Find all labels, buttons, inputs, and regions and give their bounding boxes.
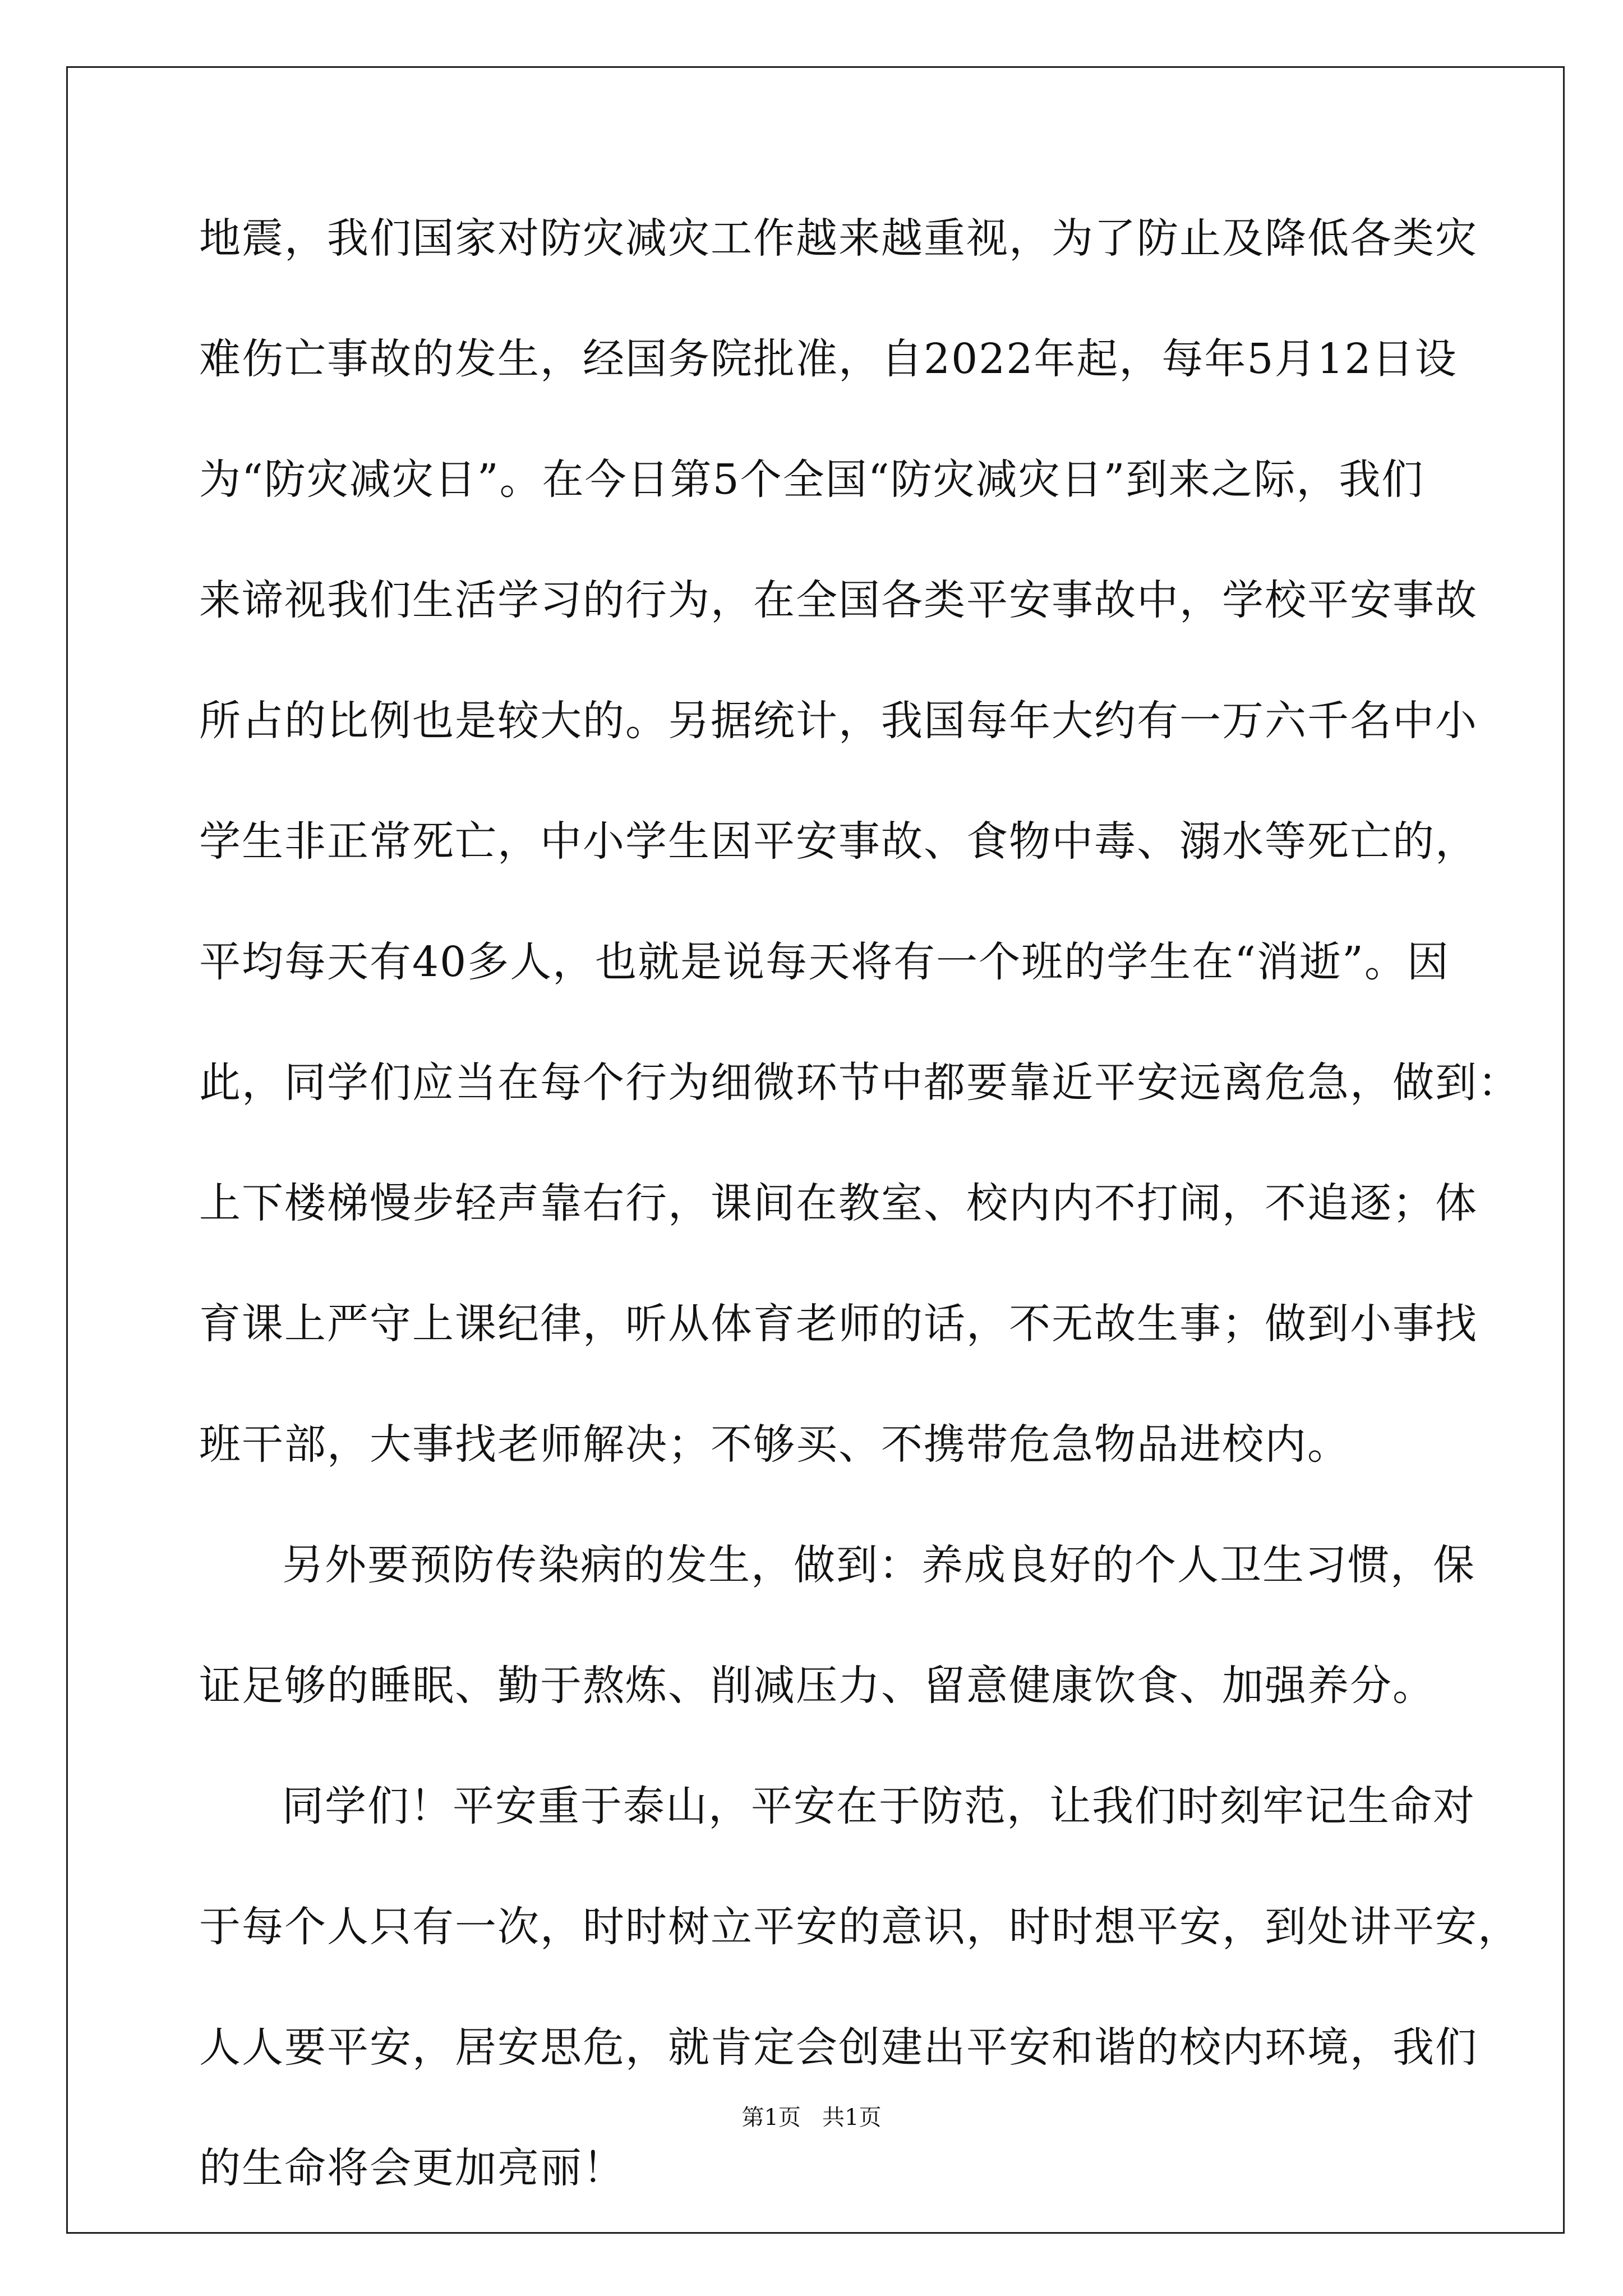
paragraph-3-line-2: 于每个人只有一次，时时树立平安的意识，时时想平安，到处讲平安， [199, 1903, 1520, 1951]
paragraph-1-line-1: 地震，我们国家对防灾减灾工作越来越重视，为了防止及降低各类灾 [199, 214, 1478, 263]
paragraph-1-line-11: 班干部，大事找老师解决；不够买、不携带危急物品进校内。 [199, 1420, 1350, 1469]
paragraph-1-line-7: 平均每天有40多人，也就是说每天将有一个班的学生在“消逝”。因 [199, 938, 1450, 986]
paragraph-3-line-3: 人人要平安，居安思危，就肯定会创建出平安和谐的校内环境，我们 [199, 2023, 1478, 2072]
paragraph-1-line-9: 上下楼梯慢步轻声靠右行，课间在教室、校内内不打闹，不追逐；体 [199, 1179, 1478, 1227]
paragraph-1-line-10: 育课上严守上课纪律，听从体育老师的话，不无故生事；做到小事找 [199, 1300, 1478, 1348]
paragraph-3-line-1: 同学们！平安重于泰山，平安在于防范，让我们时刻牢记生命对 [282, 1782, 1476, 1830]
document-body [199, 214, 1520, 2268]
paragraph-3-line-4: 的生命将会更加亮丽！ [199, 2144, 625, 2192]
paragraph-2-line-1: 另外要预防传染病的发生，做到：养成良好的个人卫生习惯，保 [282, 1541, 1476, 1589]
page-number-footer: 第1页 共1页 [741, 2105, 882, 2131]
paragraph-1-line-3: 为“防灾减灾日”。在今日第5个全国“防灾减灾日”到来之际，我们 [199, 455, 1424, 504]
paragraph-1-line-5: 所占的比例也是较大的。另据统计，我国每年大约有一万六千名中小 [199, 697, 1478, 745]
paragraph-2-line-2: 证足够的睡眠、勤于熬炼、削减压力、留意健康饮食、加强养分。 [199, 1662, 1435, 1710]
paragraph-1-line-2: 难伤亡事故的发生，经国务院批准，自2022年起，每年5月12日设 [199, 335, 1458, 383]
paragraph-1-line-8: 此，同学们应当在每个行为细微环节中都要靠近平安远离危急，做到： [199, 1059, 1520, 1107]
paragraph-1-line-4: 来谛视我们生活学习的行为，在全国各类平安事故中，学校平安事故 [199, 576, 1478, 624]
paragraph-1-line-6: 学生非正常死亡，中小学生因平安事故、食物中毒、溺水等死亡的， [199, 817, 1478, 866]
